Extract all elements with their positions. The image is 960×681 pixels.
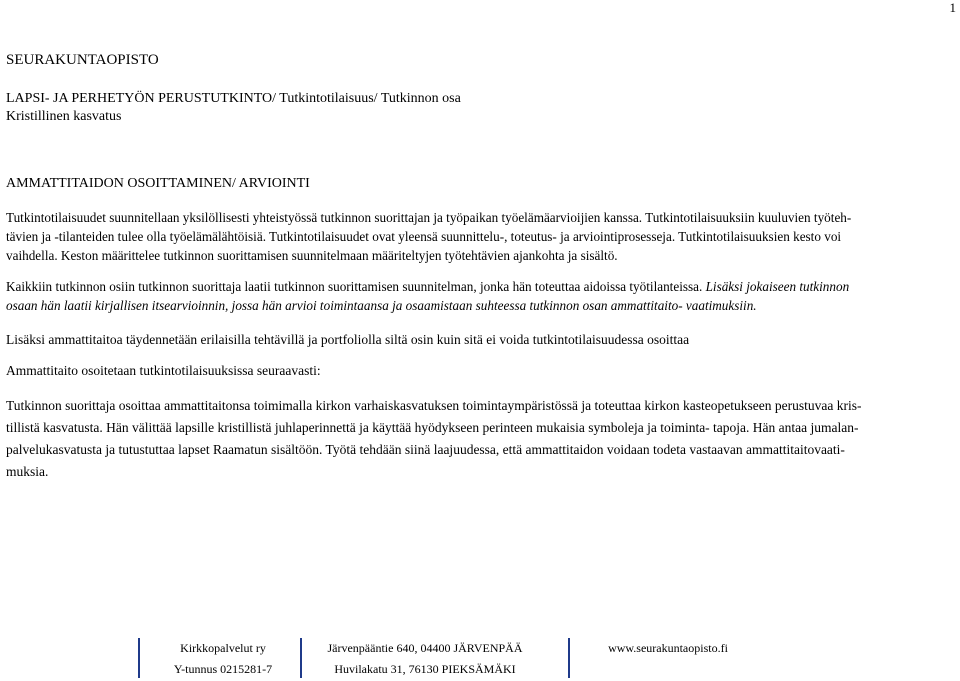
paragraph-demonstration <box>6 395 956 483</box>
paragraph-line: muksia. <box>6 464 49 479</box>
footer-addresses <box>300 636 550 678</box>
paragraph-line: vaihdella. Keston määrittelee tutkinnon suorittamisen suunnitelmaan määriteltyjen työtehtävien ajankohta ja sisältö. <box>6 248 618 263</box>
footer-org-name: Kirkkopalvelut ry <box>180 641 266 655</box>
paragraph-line: tillistä kasvatusta. Hän välittää lapsille kristillistä juhlaperinnettä ja käyttää hyödykseen perinteen mukaisia symboleja ja toiminta- tapoja. Hän antaa jumalan- <box>6 420 859 435</box>
paragraph-portfolio: Lisäksi ammattitaitoa täydennetään erilaisilla tehtävillä ja portfoliolla siltä osin kuin sitä ei voida tutkintotilaisuudessa osoittaa <box>6 332 690 347</box>
paragraph-planning <box>6 208 956 265</box>
section-heading: AMMATTITAIDON OSOITTAMINEN/ ARVIOINTI <box>6 176 310 191</box>
regular-text: Kaikkiin tutkinnon osiin tutkinnon suorittaja laatii tutkinnon suorittamisen suunnitelman, jonka hän toteuttaa aidoissa työtilanteissa. <box>6 279 706 294</box>
paragraph-line <box>6 296 956 315</box>
footer-divider <box>300 638 302 678</box>
footer-business-id: Y-tunnus 0215281-7 <box>173 662 273 676</box>
paragraph-self-assessment <box>6 277 956 315</box>
footer-address-2: Huvilakatu 31, 76130 PIEKSÄMÄKI <box>334 662 516 676</box>
paragraph-demonstration-intro: Ammattitaito osoitetaan tutkintotilaisuuksissa seuraavasti: <box>6 363 321 378</box>
organization-heading: SEURAKUNTAOPISTO <box>6 52 159 68</box>
paragraph-line: palvelukasvatusta ja tutustuttaa lapset Raamatun sisältöön. Työtä tehdään siinä laajuudessa, että ammattitaidon voidaan todeta vastaavan ammattitaitovaati- <box>6 442 845 457</box>
page-footer <box>0 636 960 681</box>
document-title <box>6 90 906 126</box>
italic-text: Lisäksi jokaiseen tutkinnon <box>705 279 850 294</box>
footer-website-link[interactable]: www.seurakuntaopisto.fi <box>608 641 728 655</box>
paragraph-line: tävien ja -tilanteiden tulee olla työelämälähtöisiä. Tutkintotilaisuudet ovat yleensä suunnittelu-, toteutus- ja arviointiprosesseja. Tutkintotilaisuuksien kesto voi <box>6 229 842 244</box>
paragraph-line: Tutkinnon suorittaja osoittaa ammattitaitonsa toimimalla kirkon varhaiskasvatuksen toimintaympäristössä ja toteuttaa kirkon kasteopetukseen perustuvaa kris- <box>6 398 862 413</box>
title-line-1: LAPSI- JA PERHETYÖN PERUSTUTKINTO/ Tutkintotilaisuus/ Tutkinnon osa <box>6 91 461 106</box>
footer-organization <box>138 636 308 678</box>
paragraph-line: Tutkintotilaisuudet suunnitellaan yksilöllisesti yhteistyössä tutkinnon suorittajan ja työpaikan työelämäarvioijien kanssa. Tutkintotilaisuuksiin kuuluvien työteh- <box>6 210 852 225</box>
title-line-2: Kristillinen kasvatus <box>6 109 122 124</box>
paragraph-line <box>6 277 956 296</box>
footer-divider <box>568 638 570 678</box>
italic-text: osaan hän laatii kirjallisen itsearvioinnin, jossa hän arvioi toimintaansa ja osaamistaan suhteessa tutkinnon osan ammattitaito- vaatimuksiin. <box>6 298 757 313</box>
footer-address-1: Järvenpääntie 640, 04400 JÄRVENPÄÄ <box>327 641 523 655</box>
footer-divider <box>138 638 140 678</box>
footer-website <box>568 636 768 678</box>
page-number: 1 <box>949 0 956 15</box>
